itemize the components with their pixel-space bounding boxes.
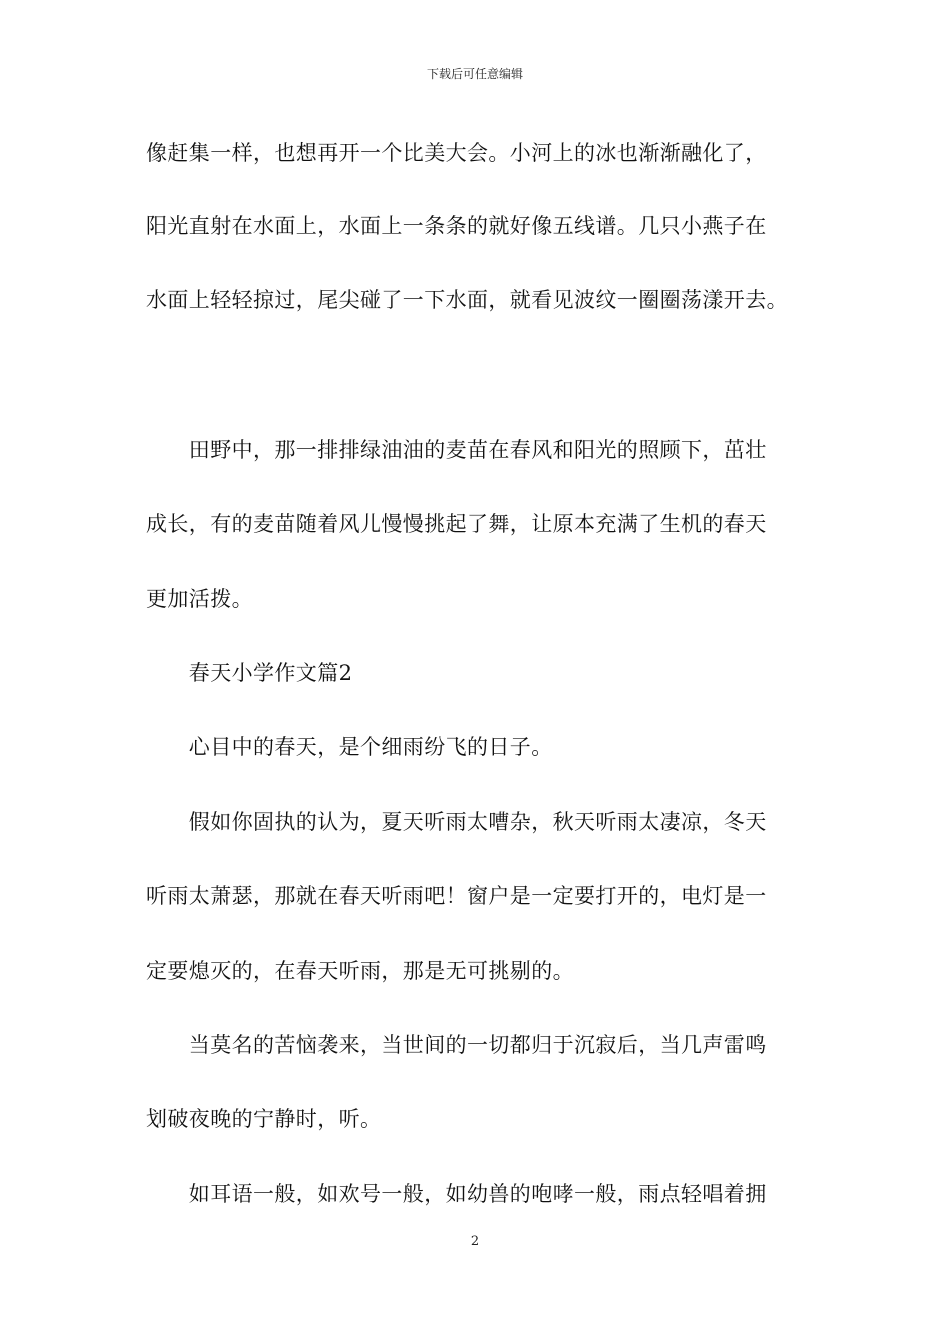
text-line: 划破夜晚的宁静时，听。 (146, 1107, 382, 1131)
text-line: 更加活拨。 (146, 587, 253, 611)
text-line: 定要熄灭的，在春天听雨，那是无可挑剔的。 (146, 959, 574, 983)
text-line: 成长，有的麦苗随着风儿慢慢挑起了舞，让原本充满了生机的春天 (146, 512, 767, 536)
text-line: 心目中的春天，是个细雨纷飞的日子。 (146, 735, 553, 759)
text-line: 阳光直射在水面上，水面上一条条的就好像五线谱。几只小燕子在 (146, 214, 767, 238)
text-line: 假如你固执的认为，夏天听雨太嘈杂，秋天听雨太凄凉，冬天 (146, 810, 767, 834)
page-number: 2 (470, 1234, 480, 1249)
section-heading: 春天小学作文篇2 (146, 661, 353, 685)
text-line: 水面上轻轻掠过，尾尖碰了一下水面，就看见波纹一圈圈荡漾开去。 (146, 288, 788, 312)
text-line: 田野中，那一排排绿油油的麦苗在春风和阳光的照顾下，茁壮 (146, 438, 767, 462)
page-header: 下载后可任意编辑 (426, 67, 523, 81)
text-line: 像赶集一样，也想再开一个比美大会。小河上的冰也渐渐融化了， (146, 141, 767, 165)
text-line: 听雨太萧瑟，那就在春天听雨吧！窗户是一定要打开的，电灯是一 (146, 884, 767, 908)
text-line: 当莫名的苦恼袭来，当世间的一切都归于沉寂后，当几声雷鸣 (146, 1033, 767, 1057)
text-line: 如耳语一般，如欢号一般，如幼兽的咆哮一般，雨点轻唱着拥 (146, 1182, 767, 1206)
